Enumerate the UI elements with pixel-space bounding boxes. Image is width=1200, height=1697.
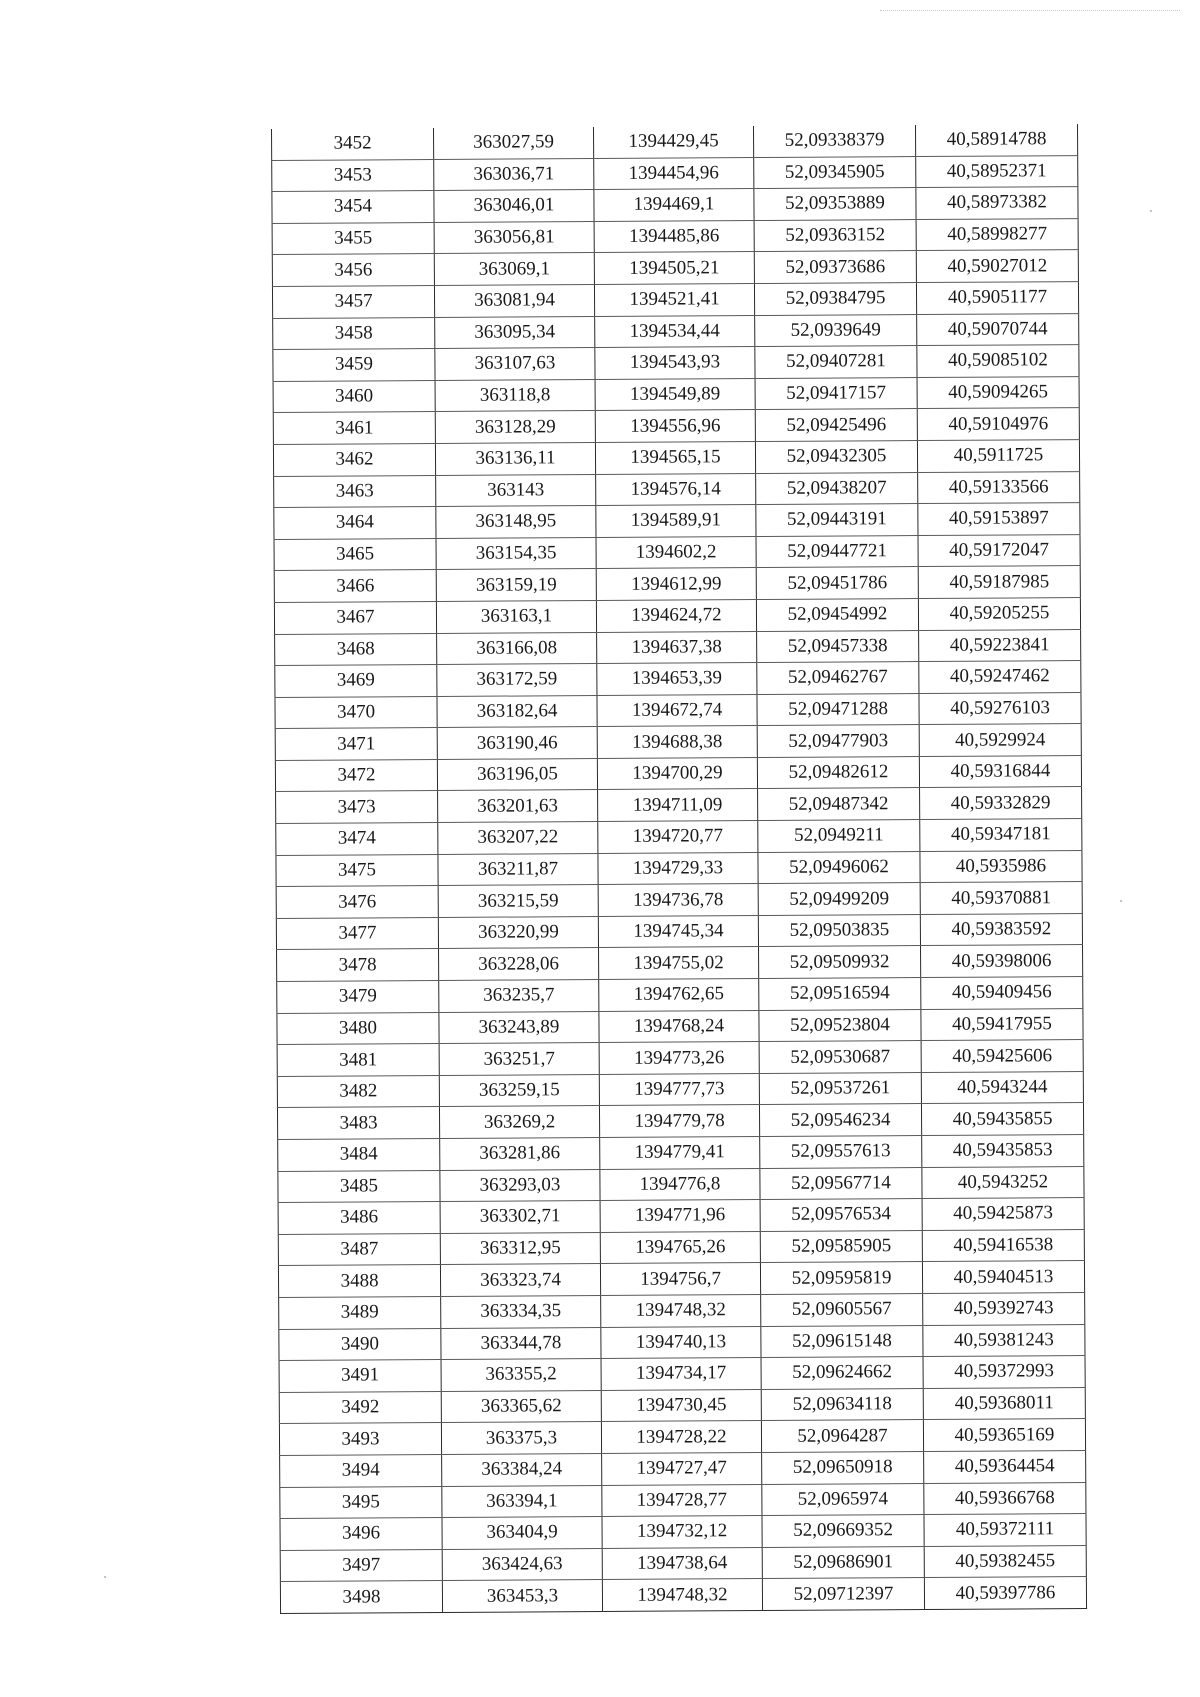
- y-coordinate-cell: 1394688,38: [597, 726, 757, 759]
- y-coordinate-cell: 1394534,44: [595, 315, 755, 348]
- longitude-cell: 40,59392743: [923, 1293, 1085, 1326]
- point-number-cell: 3495: [280, 1486, 442, 1519]
- point-number-cell: 3486: [278, 1202, 440, 1235]
- y-coordinate-cell: 1394469,1: [594, 189, 754, 222]
- point-number-cell: 3454: [272, 191, 434, 224]
- latitude-cell: 52,09712397: [762, 1578, 924, 1611]
- longitude-cell: 40,59085102: [917, 345, 1079, 378]
- table-row: [279, 1293, 1085, 1330]
- x-coordinate-cell: 363365,62: [441, 1390, 601, 1423]
- y-coordinate-cell: 1394727,47: [602, 1452, 762, 1485]
- y-coordinate-cell: 1394728,22: [601, 1421, 761, 1454]
- x-coordinate-cell: 363355,2: [441, 1359, 601, 1392]
- y-coordinate-cell: 1394730,45: [601, 1389, 761, 1422]
- table-row: [273, 345, 1079, 382]
- x-coordinate-cell: 363375,3: [441, 1422, 601, 1455]
- latitude-cell: 52,09338379: [753, 125, 915, 157]
- point-number-cell: 3480: [277, 1012, 439, 1045]
- x-coordinate-cell: 363424,63: [442, 1548, 602, 1581]
- point-number-cell: 3487: [278, 1233, 440, 1266]
- y-coordinate-cell: 1394612,99: [596, 568, 756, 601]
- x-coordinate-cell: 363235,7: [439, 980, 599, 1013]
- table-row: [275, 692, 1081, 729]
- x-coordinate-cell: 363211,87: [438, 853, 598, 886]
- point-number-cell: 3490: [279, 1328, 441, 1361]
- x-coordinate-cell: 363166,08: [437, 632, 597, 665]
- latitude-cell: 52,09487342: [758, 788, 920, 821]
- table-row: [275, 755, 1081, 792]
- longitude-cell: 40,5943244: [921, 1071, 1083, 1104]
- x-coordinate-cell: 363069,1: [434, 253, 594, 286]
- x-coordinate-cell: 363323,74: [440, 1264, 600, 1297]
- longitude-cell: 40,59153897: [918, 503, 1080, 536]
- longitude-cell: 40,59398006: [921, 945, 1083, 978]
- x-coordinate-cell: 363190,46: [437, 727, 597, 760]
- table-row: [280, 1482, 1086, 1519]
- x-coordinate-cell: 363201,63: [438, 790, 598, 823]
- point-number-cell: 3498: [280, 1581, 442, 1614]
- longitude-cell: 40,59247462: [919, 661, 1081, 694]
- point-number-cell: 3456: [272, 254, 434, 287]
- x-coordinate-cell: 363056,81: [434, 221, 594, 254]
- latitude-cell: 52,09417157: [755, 377, 917, 410]
- x-coordinate-cell: 363312,95: [440, 1232, 600, 1265]
- longitude-cell: 40,59051177: [916, 282, 1078, 315]
- x-coordinate-cell: 363259,15: [439, 1074, 599, 1107]
- latitude-cell: 52,09443191: [756, 504, 918, 537]
- x-coordinate-cell: 363196,05: [437, 758, 597, 791]
- x-coordinate-cell: 363163,1: [436, 600, 596, 633]
- latitude-cell: 52,09451786: [756, 567, 918, 600]
- y-coordinate-cell: 1394700,29: [597, 757, 757, 790]
- table-row: [277, 945, 1083, 982]
- latitude-cell: 52,09567714: [760, 1167, 922, 1200]
- table-row: [279, 1356, 1085, 1393]
- y-coordinate-cell: 1394485,86: [594, 220, 754, 253]
- table-row: [279, 1419, 1085, 1456]
- x-coordinate-cell: 363148,95: [436, 506, 596, 539]
- point-number-cell: 3469: [275, 665, 437, 698]
- point-number-cell: 3483: [277, 1107, 439, 1140]
- y-coordinate-cell: 1394748,32: [601, 1294, 761, 1327]
- point-number-cell: 3481: [277, 1044, 439, 1077]
- latitude-cell: 52,09595819: [760, 1262, 922, 1295]
- point-number-cell: 3462: [273, 443, 435, 476]
- x-coordinate-cell: 363182,64: [437, 695, 597, 728]
- y-coordinate-cell: 1394543,93: [595, 347, 755, 380]
- x-coordinate-cell: 363172,59: [437, 664, 597, 697]
- y-coordinate-cell: 1394624,72: [596, 599, 756, 632]
- point-number-cell: 3471: [275, 728, 437, 761]
- point-number-cell: 3482: [277, 1075, 439, 1108]
- longitude-cell: 40,59435855: [921, 1103, 1083, 1136]
- longitude-cell: 40,59187985: [918, 566, 1080, 599]
- longitude-cell: 40,59133566: [918, 471, 1080, 504]
- x-coordinate-cell: 363081,94: [434, 284, 594, 317]
- x-coordinate-cell: 363384,24: [442, 1453, 602, 1486]
- point-number-cell: 3464: [274, 507, 436, 540]
- latitude-cell: 52,09447721: [756, 535, 918, 568]
- longitude-cell: 40,59409456: [921, 977, 1083, 1010]
- latitude-cell: 52,09605567: [761, 1294, 923, 1327]
- x-coordinate-cell: 363269,2: [439, 1106, 599, 1139]
- table-row: [278, 1229, 1084, 1266]
- latitude-cell: 52,09585905: [760, 1230, 922, 1263]
- x-coordinate-cell: 363344,78: [441, 1327, 601, 1360]
- x-coordinate-cell: 363220,99: [438, 916, 598, 949]
- latitude-cell: 52,09499209: [758, 883, 920, 916]
- point-number-cell: 3465: [274, 538, 436, 571]
- table-row: [277, 977, 1083, 1014]
- point-number-cell: 3493: [279, 1423, 441, 1456]
- x-coordinate-cell: 363095,34: [435, 316, 595, 349]
- x-coordinate-cell: 363251,7: [439, 1043, 599, 1076]
- x-coordinate-cell: 363128,29: [435, 411, 595, 444]
- point-number-cell: 3484: [278, 1138, 440, 1171]
- point-number-cell: 3459: [273, 349, 435, 382]
- latitude-cell: 52,09425496: [755, 409, 917, 442]
- longitude-cell: 40,59368011: [923, 1387, 1085, 1420]
- x-coordinate-cell: 363334,35: [441, 1295, 601, 1328]
- table-row: [278, 1261, 1084, 1298]
- scan-artifact: [880, 10, 1180, 13]
- point-number-cell: 3477: [276, 917, 438, 950]
- table-row: [277, 1008, 1083, 1045]
- table-row: [280, 1450, 1086, 1487]
- longitude-cell: 40,59332829: [920, 787, 1082, 820]
- latitude-cell: 52,09353889: [754, 188, 916, 221]
- longitude-cell: 40,59365169: [923, 1419, 1085, 1452]
- y-coordinate-cell: 1394736,78: [598, 884, 758, 917]
- longitude-cell: 40,59364454: [924, 1450, 1086, 1483]
- longitude-cell: 40,59381243: [923, 1324, 1085, 1357]
- y-coordinate-cell: 1394602,2: [596, 536, 756, 569]
- latitude-cell: 52,09438207: [756, 472, 918, 505]
- latitude-cell: 52,09345905: [754, 156, 916, 189]
- point-number-cell: 3460: [273, 380, 435, 413]
- longitude-cell: 40,59070744: [917, 313, 1079, 346]
- table-row: [272, 282, 1078, 319]
- longitude-cell: 40,59223841: [919, 629, 1081, 662]
- table-row: [273, 440, 1079, 477]
- point-number-cell: 3497: [280, 1549, 442, 1582]
- y-coordinate-cell: 1394549,89: [595, 378, 755, 411]
- latitude-cell: 52,09503835: [758, 914, 920, 947]
- x-coordinate-cell: 363243,89: [439, 1011, 599, 1044]
- point-number-cell: 3478: [277, 949, 439, 982]
- table-row: [274, 534, 1080, 571]
- x-coordinate-cell: 363036,71: [434, 158, 594, 191]
- x-coordinate-cell: 363394,1: [442, 1485, 602, 1518]
- longitude-cell: 40,59417955: [921, 1008, 1083, 1041]
- point-number-cell: 3461: [273, 412, 435, 445]
- latitude-cell: 52,09634118: [761, 1388, 923, 1421]
- latitude-cell: 52,09650918: [762, 1451, 924, 1484]
- y-coordinate-cell: 1394740,13: [601, 1326, 761, 1359]
- y-coordinate-cell: 1394672,74: [597, 694, 757, 727]
- y-coordinate-cell: 1394756,7: [600, 1263, 760, 1296]
- y-coordinate-cell: 1394773,26: [599, 1042, 759, 1075]
- point-number-cell: 3488: [278, 1265, 440, 1298]
- longitude-cell: 40,59027012: [916, 250, 1078, 283]
- point-number-cell: 3463: [274, 475, 436, 508]
- latitude-cell: 52,0964287: [761, 1420, 923, 1453]
- y-coordinate-cell: 1394779,78: [599, 1105, 759, 1138]
- y-coordinate-cell: 1394748,32: [602, 1579, 762, 1612]
- latitude-cell: 52,09384795: [754, 283, 916, 316]
- point-number-cell: 3467: [274, 601, 436, 634]
- x-coordinate-cell: 363215,59: [438, 885, 598, 918]
- y-coordinate-cell: 1394762,65: [599, 979, 759, 1012]
- latitude-cell: 52,09363152: [754, 219, 916, 252]
- longitude-cell: 40,59397786: [924, 1577, 1086, 1610]
- latitude-cell: 52,09496062: [758, 851, 920, 884]
- latitude-cell: 52,09516594: [759, 978, 921, 1011]
- y-coordinate-cell: 1394768,24: [599, 1010, 759, 1043]
- y-coordinate-cell: 1394732,12: [602, 1516, 762, 1549]
- x-coordinate-cell: 363107,63: [435, 348, 595, 381]
- y-coordinate-cell: 1394755,02: [599, 947, 759, 980]
- table-row: [276, 882, 1082, 919]
- longitude-cell: 40,59425606: [921, 1040, 1083, 1073]
- table-row: [279, 1324, 1085, 1361]
- point-number-cell: 3492: [279, 1391, 441, 1424]
- table-row: [278, 1198, 1084, 1235]
- point-number-cell: 3458: [273, 317, 435, 350]
- longitude-cell: 40,59382455: [924, 1545, 1086, 1578]
- point-number-cell: 3457: [272, 285, 434, 318]
- x-coordinate-cell: 363046,01: [434, 190, 594, 223]
- x-coordinate-cell: 363293,03: [440, 1169, 600, 1202]
- latitude-cell: 52,09407281: [755, 346, 917, 379]
- y-coordinate-cell: 1394653,39: [597, 663, 757, 696]
- y-coordinate-cell: 1394734,17: [601, 1358, 761, 1391]
- table-row: [277, 1103, 1083, 1140]
- table-row: [279, 1387, 1085, 1424]
- latitude-cell: 52,09462767: [757, 662, 919, 695]
- table-row: [274, 503, 1080, 540]
- y-coordinate-cell: 1394720,77: [598, 821, 758, 854]
- table-row: [274, 597, 1080, 634]
- y-coordinate-cell: 1394777,73: [599, 1073, 759, 1106]
- longitude-cell: 40,59435853: [922, 1135, 1084, 1168]
- longitude-cell: 40,58914788: [915, 124, 1077, 156]
- y-coordinate-cell: 1394745,34: [598, 915, 758, 948]
- longitude-cell: 40,59425873: [922, 1198, 1084, 1231]
- point-number-cell: 3485: [278, 1170, 440, 1203]
- scan-speck: [1120, 900, 1122, 902]
- y-coordinate-cell: 1394711,09: [598, 789, 758, 822]
- longitude-cell: 40,5929924: [919, 724, 1081, 757]
- y-coordinate-cell: 1394738,64: [602, 1547, 762, 1580]
- y-coordinate-cell: 1394505,21: [594, 252, 754, 285]
- latitude-cell: 52,09686901: [762, 1546, 924, 1579]
- latitude-cell: 52,09477903: [757, 725, 919, 758]
- table-row: [275, 724, 1081, 761]
- table-row: [272, 218, 1078, 255]
- table-row: [276, 913, 1082, 950]
- scan-speck: [1150, 210, 1152, 212]
- point-number-cell: 3466: [274, 570, 436, 603]
- point-number-cell: 3476: [276, 886, 438, 919]
- longitude-cell: 40,59404513: [922, 1261, 1084, 1294]
- table-row: [272, 187, 1078, 224]
- point-number-cell: 3474: [276, 823, 438, 856]
- table-row: [280, 1577, 1086, 1614]
- latitude-cell: 52,09432305: [755, 440, 917, 473]
- latitude-cell: 52,09557613: [760, 1136, 922, 1169]
- latitude-cell: 52,09482612: [757, 756, 919, 789]
- longitude-cell: 40,59366768: [924, 1482, 1086, 1515]
- table-row: [274, 566, 1080, 603]
- latitude-cell: 52,09530687: [759, 1041, 921, 1074]
- x-coordinate-cell: 363302,71: [440, 1201, 600, 1234]
- x-coordinate-cell: 363027,59: [433, 127, 593, 159]
- x-coordinate-cell: 363453,3: [442, 1580, 602, 1613]
- y-coordinate-cell: 1394729,33: [598, 852, 758, 885]
- table-row: [277, 1040, 1083, 1077]
- table-row: [273, 376, 1079, 413]
- table-row: [274, 471, 1080, 508]
- point-number-cell: 3472: [275, 759, 437, 792]
- y-coordinate-cell: 1394765,26: [600, 1231, 760, 1264]
- table-row: [278, 1135, 1084, 1172]
- table-row: [280, 1545, 1086, 1582]
- longitude-cell: 40,5911725: [917, 440, 1079, 473]
- latitude-cell: 52,0965974: [762, 1483, 924, 1516]
- x-coordinate-cell: 363207,22: [438, 822, 598, 855]
- table-row: [272, 155, 1078, 192]
- x-coordinate-cell: 363143: [436, 474, 596, 507]
- y-coordinate-cell: 1394637,38: [597, 631, 757, 664]
- y-coordinate-cell: 1394429,45: [593, 126, 753, 158]
- y-coordinate-cell: 1394576,14: [596, 473, 756, 506]
- latitude-cell: 52,09523804: [759, 1009, 921, 1042]
- longitude-cell: 40,59094265: [917, 376, 1079, 409]
- y-coordinate-cell: 1394521,41: [594, 284, 754, 317]
- table-row: [276, 819, 1082, 856]
- y-coordinate-cell: 1394728,77: [602, 1484, 762, 1517]
- table-row: [278, 1166, 1084, 1203]
- latitude-cell: 52,09615148: [761, 1325, 923, 1358]
- y-coordinate-cell: 1394556,96: [595, 410, 755, 443]
- longitude-cell: 40,59370881: [920, 882, 1082, 915]
- longitude-cell: 40,58952371: [916, 155, 1078, 188]
- longitude-cell: 40,59372993: [923, 1356, 1085, 1389]
- x-coordinate-cell: 363118,8: [435, 379, 595, 412]
- longitude-cell: 40,59372111: [924, 1514, 1086, 1547]
- point-number-cell: 3489: [279, 1296, 441, 1329]
- longitude-cell: 40,59416538: [922, 1229, 1084, 1262]
- table-row: [273, 313, 1079, 350]
- latitude-cell: 52,09457338: [757, 630, 919, 663]
- x-coordinate-cell: 363154,35: [436, 537, 596, 570]
- latitude-cell: 52,09546234: [759, 1104, 921, 1137]
- point-number-cell: 3455: [272, 222, 434, 255]
- x-coordinate-cell: 363228,06: [439, 948, 599, 981]
- scan-speck: [104, 1576, 106, 1578]
- y-coordinate-cell: 1394776,8: [600, 1168, 760, 1201]
- longitude-cell: 40,59383592: [920, 913, 1082, 946]
- point-number-cell: 3468: [275, 633, 437, 666]
- point-number-cell: 3475: [276, 854, 438, 887]
- point-number-cell: 3453: [272, 159, 434, 192]
- latitude-cell: 52,09471288: [757, 693, 919, 726]
- longitude-cell: 40,59316844: [919, 755, 1081, 788]
- coordinates-table-body: [272, 124, 1087, 1613]
- longitude-cell: 40,59276103: [919, 692, 1081, 725]
- y-coordinate-cell: 1394779,41: [600, 1137, 760, 1170]
- latitude-cell: 52,0939649: [755, 314, 917, 347]
- latitude-cell: 52,09373686: [754, 251, 916, 284]
- x-coordinate-cell: 363159,19: [436, 569, 596, 602]
- table-row: [273, 408, 1079, 445]
- longitude-cell: 40,59104976: [917, 408, 1079, 441]
- point-number-cell: 3496: [280, 1518, 442, 1551]
- longitude-cell: 40,5935986: [920, 850, 1082, 883]
- y-coordinate-cell: 1394565,15: [595, 441, 755, 474]
- y-coordinate-cell: 1394454,96: [594, 157, 754, 190]
- y-coordinate-cell: 1394771,96: [600, 1200, 760, 1233]
- y-coordinate-cell: 1394589,91: [596, 505, 756, 538]
- latitude-cell: 52,09509932: [759, 946, 921, 979]
- table-row: [277, 1071, 1083, 1108]
- longitude-cell: 40,58998277: [916, 218, 1078, 251]
- x-coordinate-cell: 363136,11: [435, 442, 595, 475]
- table-row: [275, 661, 1081, 698]
- latitude-cell: 52,09669352: [762, 1515, 924, 1548]
- table-row: [276, 787, 1082, 824]
- latitude-cell: 52,09624662: [761, 1357, 923, 1390]
- latitude-cell: 52,09454992: [756, 598, 918, 631]
- x-coordinate-cell: 363281,86: [440, 1138, 600, 1171]
- longitude-cell: 40,58973382: [916, 187, 1078, 220]
- table-row: [276, 850, 1082, 887]
- point-number-cell: 3452: [272, 128, 434, 160]
- latitude-cell: 52,09537261: [759, 1072, 921, 1105]
- table-row: [275, 629, 1081, 666]
- table-row: [280, 1514, 1086, 1551]
- longitude-cell: 40,59347181: [920, 819, 1082, 852]
- point-number-cell: 3470: [275, 696, 437, 729]
- longitude-cell: 40,5943252: [922, 1166, 1084, 1199]
- x-coordinate-cell: 363404,9: [442, 1517, 602, 1550]
- latitude-cell: 52,0949211: [758, 820, 920, 853]
- coordinates-table: [271, 124, 1087, 1614]
- point-number-cell: 3473: [276, 791, 438, 824]
- table-row: [272, 124, 1078, 160]
- table-row: [272, 250, 1078, 287]
- point-number-cell: 3491: [279, 1360, 441, 1393]
- latitude-cell: 52,09576534: [760, 1199, 922, 1232]
- point-number-cell: 3479: [277, 981, 439, 1014]
- point-number-cell: 3494: [280, 1454, 442, 1487]
- longitude-cell: 40,59205255: [918, 597, 1080, 630]
- longitude-cell: 40,59172047: [918, 534, 1080, 567]
